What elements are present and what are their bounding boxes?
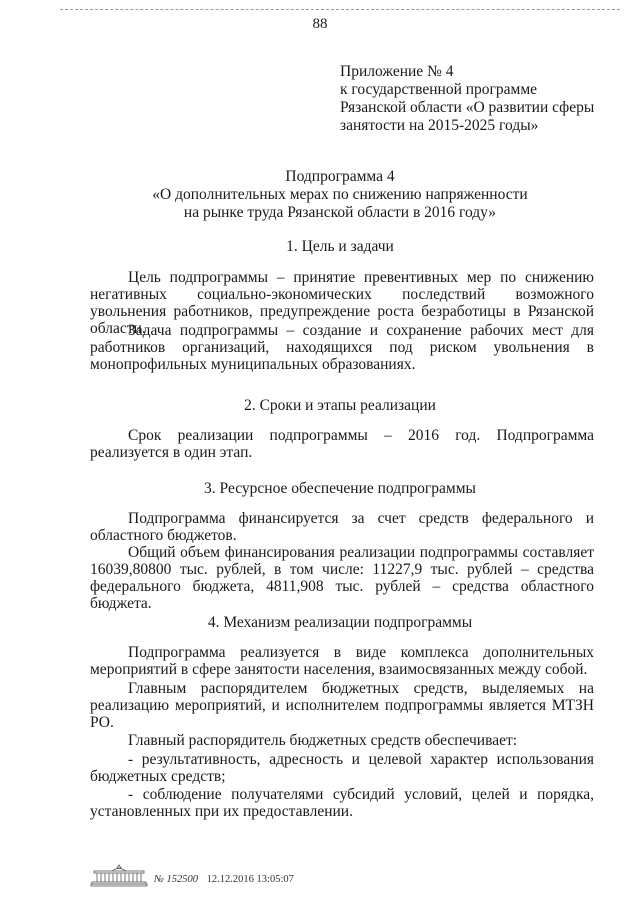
list-item: - результативность, адресность и целевой характер использования бюджетных средств; [90,751,594,785]
section-heading: 2. Сроки и этапы реализации [244,397,436,414]
paragraph: Главным распорядителем бюджетных средств, выделяемых на реализацию мероприятий, и исполнителем подпрограммы является МТЗН РО. [90,680,594,731]
section-heading: 4. Механизм реализации подпрограммы [207,614,473,631]
paragraph: Цель подпрограммы – принятие превентивных мер по снижению негативных социально-экономических последствий возможного увольнения работников, предупреждение роста безработицы в Рязанской области. [90,269,594,337]
paragraph: Общий объем финансирования реализации подпрограммы составляет 16039,80800 тыс. рублей, в том числе: 11227,9 тыс. рублей – средства федерального бюджета, 4811,908 тыс. рублей – средства областного бюджета. [90,544,594,612]
list-item: - соблюдение получателями субсидий условий, целей и порядка, установленных при их предоставлении. [90,786,594,820]
title-line: на рынке труда Рязанской области в 2016 году» [183,204,497,221]
document-timestamp: 12.12.2016 13:05:07 [206,874,294,885]
appendix-line: к государственной программе [340,81,538,98]
document-number: № 152500 [154,874,199,885]
document-stamp [154,874,294,885]
government-building-icon [90,864,148,888]
section-heading: 3. Ресурсное обеспечение подпрограммы [204,480,476,497]
top-border-line [60,9,620,10]
section-heading: 1. Цель и задачи [286,238,394,255]
paragraph: Подпрограмма реализуется в виде комплекса дополнительных мероприятий в сфере занятости населения, взаимосвязанных между собой. [90,644,594,678]
paragraph: Подпрограмма финансируется за счет средств федерального и областного бюджетов. [90,510,594,544]
title-line: Подпрограмма 4 [285,168,395,185]
appendix-line: занятости на 2015-2025 годы» [340,117,539,134]
appendix-line: Приложение № 4 [340,63,454,80]
page-number: 88 [312,16,328,32]
paragraph: Задача подпрограммы – создание и сохранение рабочих мест для работников организаций, находящихся под риском увольнения в монопрофильных муниципальных образованиях. [90,322,594,373]
appendix-block [340,63,630,135]
paragraph: Главный распорядитель бюджетных средств обеспечивает: [128,732,518,749]
paragraph: Срок реализации подпрограммы – 2016 год. Подпрограмма реализуется в один этап. [90,427,594,461]
subprogram-title [80,168,600,222]
title-line: «О дополнительных мерах по снижению напряженности [152,186,528,203]
appendix-line: Рязанской области «О развитии сферы [340,99,595,116]
footer-stamp [90,864,390,892]
